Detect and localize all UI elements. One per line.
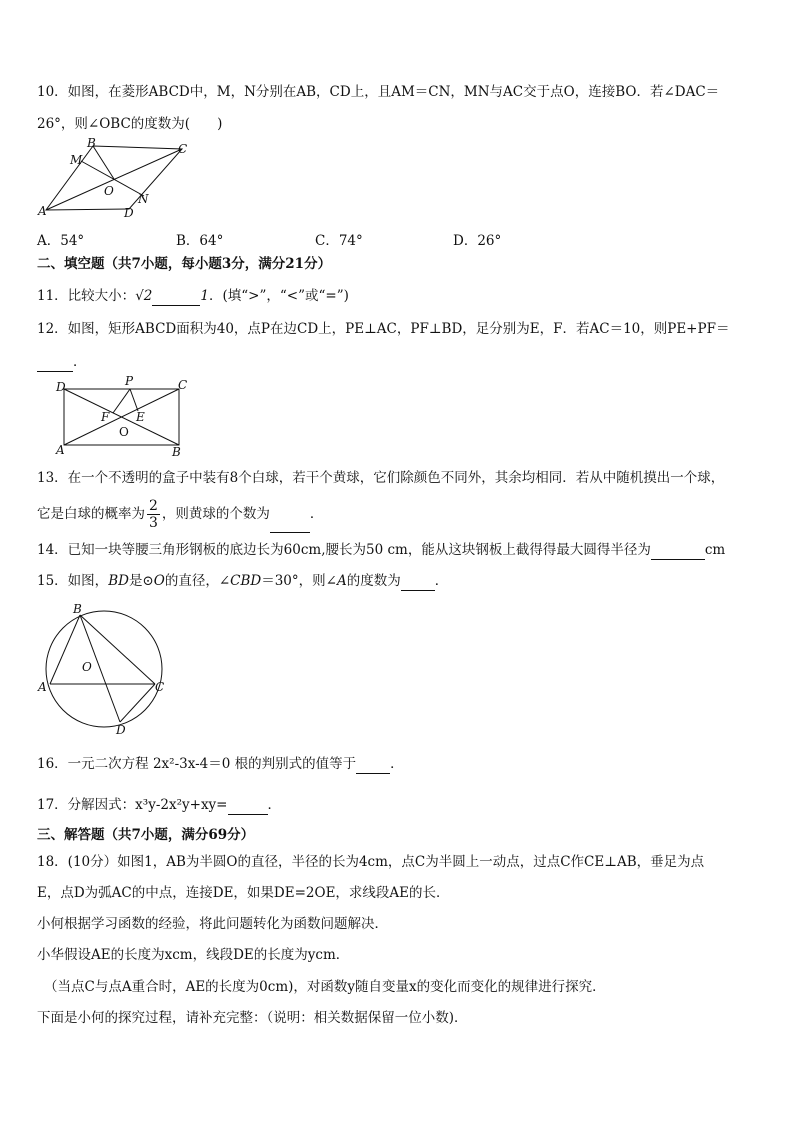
label-a: A bbox=[38, 680, 47, 694]
label-p: P bbox=[125, 374, 134, 388]
label-b: B bbox=[87, 136, 96, 150]
q15-blank[interactable] bbox=[401, 572, 435, 591]
chord-ab bbox=[50, 615, 80, 684]
fraction-numerator: 2 bbox=[149, 498, 158, 514]
q15-mid3: ＝30°，则∠ bbox=[261, 573, 337, 589]
q15-end: ． bbox=[434, 573, 449, 589]
segment-pf bbox=[113, 389, 130, 413]
q18-line5: （当点C与点A重合时，AE的长度为0cm)，对函数y随自变量x的变化而变化的规律进行探究． bbox=[44, 979, 606, 995]
label-b: B bbox=[73, 602, 82, 616]
q10-option-a[interactable]: A．54° bbox=[37, 233, 85, 249]
section-2-heading: 二、填空题（共7小题，每小题3分，满分21分） bbox=[37, 256, 332, 272]
q13-blank[interactable] bbox=[270, 496, 310, 533]
q18-line6: 下面是小何的探究过程，请补充完整：（说明：相关数据保留一位小数)． bbox=[37, 1010, 468, 1026]
q13-fraction bbox=[147, 498, 160, 531]
rhombus-figure bbox=[36, 136, 196, 220]
label-e: E bbox=[136, 410, 145, 424]
q15-pre: 15．如图， bbox=[37, 573, 109, 589]
q10-option-c[interactable]: C．74° bbox=[315, 233, 363, 249]
q13-line1: 13．在一个不透明的盒子中装有8个白球，若干个黄球，它们除颜色不同外，其余均相同．若从中随机摸出一个球， bbox=[37, 470, 725, 486]
q10-line1: 10．如图，在菱形ABCD中，M，N分别在AB，CD上，且AM＝CN，MN与AC交于点O，连接BO．若∠DAC＝ bbox=[37, 84, 720, 100]
label-d: D bbox=[124, 206, 134, 220]
q14-line bbox=[37, 541, 725, 560]
label-a: A bbox=[38, 204, 47, 218]
q13-line2 bbox=[37, 496, 323, 533]
q12-line2 bbox=[37, 353, 87, 372]
q10-option-d[interactable]: D．26° bbox=[453, 233, 502, 249]
label-o: O bbox=[82, 660, 92, 674]
label-c: C bbox=[178, 378, 188, 392]
label-o: O bbox=[104, 184, 114, 198]
q15-mid4: 的度数为 bbox=[346, 573, 401, 589]
rectangle-figure bbox=[52, 374, 194, 458]
label-f: F bbox=[101, 410, 110, 424]
q12-end: ． bbox=[73, 354, 87, 370]
q18-line4: 小华假设AE的长度为xcm，线段DE的长度为ycm． bbox=[37, 947, 350, 963]
q11-prefix: 11．比较大小： bbox=[37, 288, 136, 304]
q16-pre: 16．一元二次方程 2x²-3x-4＝0 根的判别式的值等于 bbox=[37, 756, 357, 772]
q17-line bbox=[37, 796, 281, 815]
q15-bd: BD bbox=[108, 573, 129, 589]
fraction-denominator: 3 bbox=[149, 515, 158, 531]
label-o: O bbox=[119, 425, 129, 439]
label-d: D bbox=[116, 723, 126, 737]
q10-option-b[interactable]: B．64° bbox=[176, 233, 224, 249]
q11-blank[interactable] bbox=[152, 287, 200, 306]
q17-pre: 17．分解因式：x³y-2x²y+xy= bbox=[37, 797, 228, 813]
label-d: D bbox=[56, 380, 66, 394]
q17-end: ． bbox=[267, 797, 281, 813]
circle-o bbox=[46, 611, 165, 727]
label-b: B bbox=[172, 445, 181, 458]
q14-unit: cm bbox=[704, 542, 726, 558]
q16-end: ． bbox=[390, 756, 404, 772]
q18-line2: E，点D为弧AC的中点，连接DE，如果DE=2OE，求线段AE的长． bbox=[37, 885, 450, 901]
q10-line2: 26°，则∠OBC的度数为( ) bbox=[37, 116, 223, 132]
q18-line3: 小何根据学习函数的经验，将此问题转化为函数问题解决． bbox=[37, 916, 388, 932]
q14-blank[interactable] bbox=[651, 541, 705, 560]
circle-figure bbox=[36, 600, 172, 738]
q18-line1: 18．(10分）如图1，AB为半圆O的直径，半径的长为4cm，点C为半圆上一动点，过点C作CE⊥AB，垂足为点 bbox=[37, 854, 705, 870]
q15-mid2: 的直径，∠ bbox=[164, 573, 231, 589]
q11-line bbox=[37, 287, 349, 306]
q13-line2-post: ，则黄球的个数为 bbox=[161, 506, 270, 522]
label-n: N bbox=[138, 192, 149, 206]
q16-blank[interactable] bbox=[356, 755, 390, 774]
section-3-heading: 三、解答题（共7小题，满分69分） bbox=[37, 827, 255, 843]
q13-line2-pre: 它是白球的概率为 bbox=[37, 506, 145, 522]
q17-blank[interactable] bbox=[228, 796, 268, 815]
q12-blank[interactable] bbox=[37, 353, 73, 372]
q15-o: O bbox=[153, 573, 165, 589]
label-c: C bbox=[178, 142, 188, 156]
label-c: C bbox=[155, 680, 165, 694]
q11-sqrt: √2 bbox=[135, 288, 153, 304]
q15-cbd: CBD bbox=[230, 573, 262, 589]
q15-a: A bbox=[336, 573, 347, 589]
q11-right: 1 bbox=[200, 288, 209, 304]
q16-line bbox=[37, 755, 404, 774]
q11-suffix: ．(填“>”，“<”或“=”) bbox=[208, 288, 349, 304]
q15-mid1: 是⊙ bbox=[128, 573, 154, 589]
segment-pe bbox=[130, 389, 138, 411]
q12-line1: 12．如图，矩形ABCD面积为40，点P在边CD上，PE⊥AC，PF⊥BD，足分别为E，F．若AC＝10，则PE+PF＝ bbox=[37, 321, 730, 337]
q14-text: 14．已知一块等腰三角形钢板的底边长为60cm,腰长为50 cm，能从这块钢板上截得得最大圆得半径为 bbox=[37, 542, 651, 558]
q15-line bbox=[37, 572, 448, 591]
label-a: A bbox=[56, 443, 65, 457]
label-m: M bbox=[70, 153, 83, 167]
q13-end: ． bbox=[309, 506, 324, 522]
